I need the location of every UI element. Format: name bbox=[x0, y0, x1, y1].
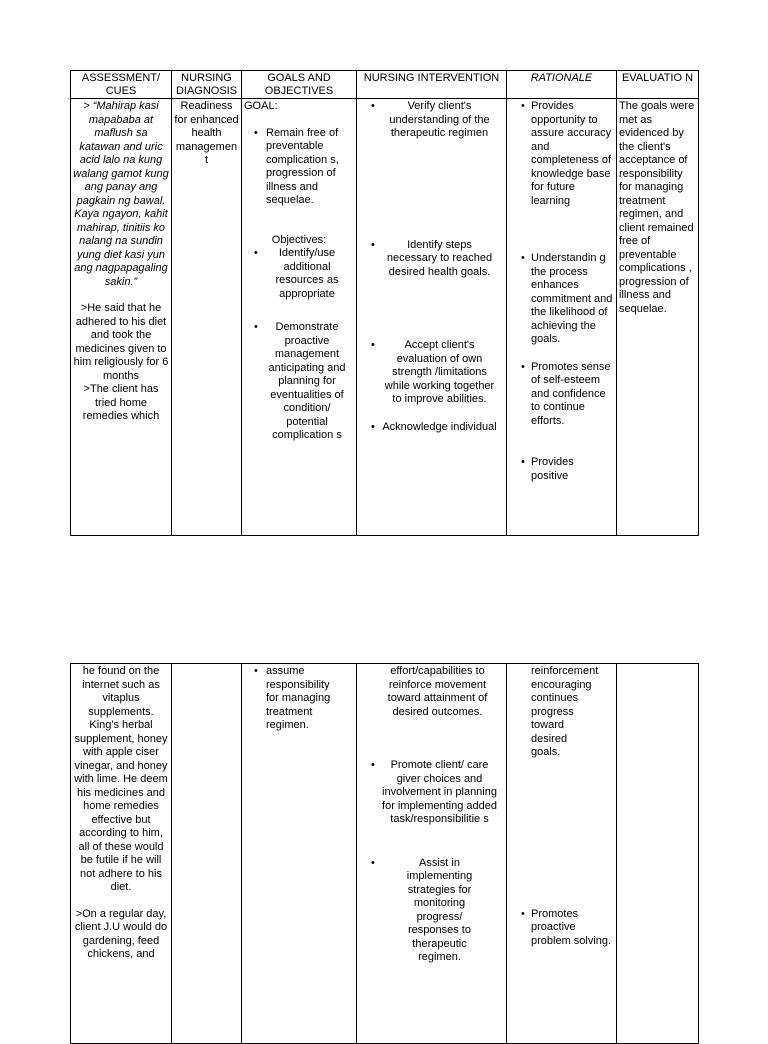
rationale-list bbox=[509, 908, 614, 949]
list-item: • Identify steps necessary to reached desired health goals. bbox=[381, 239, 498, 280]
diagnosis-cell bbox=[172, 664, 242, 1044]
list-item: • Assist in implementing strategies for monitoring progress/ responses to therapeutic regimen. bbox=[381, 857, 498, 965]
list-item: • Understandin g the process enhances commitment and the likelihood of achieving the goals. bbox=[531, 252, 614, 347]
assessment-note: >The client has tried home remedies which bbox=[82, 383, 160, 422]
goals-cell bbox=[242, 99, 357, 536]
intervention-cell bbox=[357, 664, 507, 1044]
assessment-quote: > “Mahirap kasi mapababa at maflush sa katawan and uric acid lalo na kung walang gamot kung ang panay ang pagkain ng bawal. Kaya ngayon, kahit mahirap, tinitiis ko nalang na sundin yung diet kasi yun ang nagpapagaling sakin.” bbox=[73, 100, 169, 288]
evaluation-text: The goals were met as evidenced by the client's acceptance of responsibility for managing treatment regimen, and client remained free of preventable complications , progression of illness and sequelae. bbox=[619, 100, 695, 315]
list-item: • Demonstrate proactive management anticipating and planning for eventualities of condition/ potential complication s bbox=[264, 321, 350, 443]
list-item: • Accept client's evaluation of own strength /limitations while working together to improve abilities. bbox=[381, 339, 498, 407]
rationale-continued: reinforcement encouraging continues progress toward desired goals. bbox=[531, 665, 599, 758]
diagnosis-cell bbox=[172, 99, 242, 536]
intervention-cell bbox=[357, 99, 507, 536]
header-rationale: RATIONALE bbox=[507, 71, 617, 99]
evaluation-cell bbox=[617, 664, 699, 1044]
objectives-list bbox=[244, 247, 354, 443]
table-row bbox=[71, 99, 699, 536]
header-intervention: NURSING INTERVENTION bbox=[357, 71, 507, 99]
list-item: • assume responsibility for managing treatment regimen. bbox=[266, 665, 340, 733]
rationale-cell bbox=[507, 664, 617, 1044]
goal-label: GOAL: bbox=[244, 100, 278, 112]
list-item: • Promote client/ care giver choices and involvement in planning for implementing added task/responsibilitie s bbox=[381, 759, 498, 827]
rationale-cell bbox=[507, 99, 617, 536]
assessment-cell bbox=[71, 99, 172, 536]
assessment-text: >On a regular day, client J.U would do gardening, feed chickens, and bbox=[74, 907, 168, 960]
list-item: • Verify client's understanding of the therapeutic regimen bbox=[381, 100, 498, 141]
list-item: • Provides opportunity to assure accuracy and completeness of knowledge base for future learning bbox=[531, 100, 614, 208]
rationale-list bbox=[509, 100, 614, 483]
assessment-text: he found on the internet such as vitaplus supplements. King's herbal supplement, honey with apple ciser vinegar, and honey with lime. He deem his medicines and home remedies effective but according to him, all of these would be futile if he will not adhere to his diet. bbox=[74, 665, 168, 893]
evaluation-cell bbox=[617, 99, 699, 536]
care-plan-table-page2 bbox=[70, 663, 699, 1044]
assessment-cell bbox=[71, 664, 172, 1044]
list-item: • Promotes sense of self-esteem and confidence to continue efforts. bbox=[531, 361, 614, 429]
list-item: • Remain free of preventable complication s, progression of illness and sequelae. bbox=[266, 127, 340, 208]
intervention-continued: effort/capabilities to reinforce movement toward attainment of desired outcomes. bbox=[387, 665, 488, 718]
goal-list bbox=[244, 665, 354, 733]
objectives-label: Objectives: bbox=[271, 233, 327, 246]
intervention-list bbox=[359, 759, 504, 965]
header-assessment: ASSESSMENT/ CUES bbox=[71, 71, 172, 99]
header-evaluation: EVALUATIO N bbox=[617, 71, 699, 99]
list-item: • Promotes proactive problem solving. bbox=[531, 908, 614, 949]
header-diagnosis: NURSING DIAGNOSIS bbox=[172, 71, 242, 99]
list-item: • Provides positive bbox=[531, 456, 614, 483]
list-item: • Acknowledge individual bbox=[381, 421, 498, 435]
list-item: • Identify/use additional resources as appropriate bbox=[264, 247, 350, 301]
nursing-diagnosis: Readiness for enhanced health managemen t bbox=[174, 100, 239, 166]
goal-list bbox=[244, 127, 354, 208]
intervention-list bbox=[359, 100, 504, 434]
assessment-note: >He said that he adhered to his diet and took the medicines given to him religiously for 6 months bbox=[73, 302, 169, 382]
care-plan-table-page1 bbox=[70, 70, 699, 536]
header-goals: GOALS AND OBJECTIVES bbox=[242, 71, 357, 99]
table-row bbox=[71, 664, 699, 1044]
goals-cell bbox=[242, 664, 357, 1044]
header-row bbox=[71, 71, 699, 99]
